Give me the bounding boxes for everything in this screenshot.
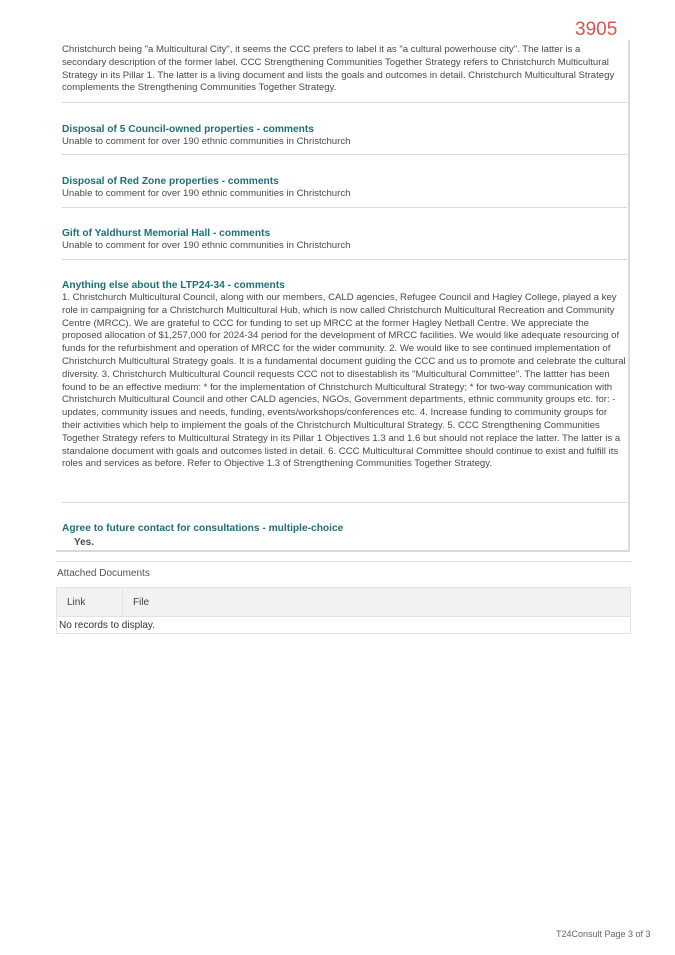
section-title: Anything else about the LTP24-34 - comments	[62, 280, 285, 291]
section-title: Agree to future contact for consultations - multiple-choice	[62, 523, 344, 534]
page-footer: T24Consult Page 3 of 3	[556, 929, 651, 939]
section-red-zone	[62, 175, 627, 201]
section-body: Unable to comment for over 190 ethnic communities in Christchurch	[62, 136, 351, 147]
section-title: Disposal of 5 Council-owned properties - comments	[62, 124, 314, 135]
column-header-file[interactable]: File	[123, 588, 631, 617]
section-body: 1. Christchurch Multicultural Council, along with our members, CALD agencies, Refugee Council and Hagley College, played a key role in campaigning for a Christchurch Multicultural Hub, which is now called Christchurch Multicultural Recreation and Community Centre (MRCC). We are grateful to CCC for funding to set up MRCC at the former Hagley Netball Centre. We appreciate the proposed allocation of $1,257,000 for 2024-34 period for the development of MRCC facilities. We would like adequate resourcing of funds for the refurbishment and operation of MRCC for the wider community. 2. We would like to see continued implementation of Christchurch Multicultural Strategy goals. It is a fundamental document guiding the CCC and us to promote and celebrate the cultural diversity. 3. Christchurch Multicultural Council requests CCC not to disestablish its "Multicultural Committee". The lattter has been found to be an effective medium: * for the implementation of Christchurch Multicultural Strategy; * for two-way communication with Christchurch Multicultural Council and other CALD agencies, NGOs, Government departments, ethnic community groups etc. for: - updates, community issues and needs, funding, events/workshops/conferences etc. 4. Increase funding to community groups for their activities which help to implement the goals of the Christchurch Multicultural Strategy. 5. CCC Strengthening Communities Together Strategy refers to Multicultural Strategy in its Pillar 1 Objectives 1.3 and 1.6 but should not replace the latter. The latter is a standalone document with goals and outcomes listed in detail. 6. CCC Multicultural Committee should continue to exist and fulfill its roles and services as before. Refer to Objective 1.3 of Strengthening Communities Together Strategy.	[62, 292, 626, 470]
section-disposal-properties	[62, 123, 627, 149]
divider	[62, 154, 627, 155]
section-anything-else	[62, 279, 627, 471]
section-future-contact	[62, 522, 627, 549]
attached-documents-table	[56, 587, 631, 634]
divider	[62, 502, 627, 503]
attached-documents-label: Attached Documents	[57, 568, 150, 579]
section-title: Disposal of Red Zone properties - comments	[62, 176, 279, 187]
divider	[62, 207, 627, 208]
divider	[56, 561, 631, 562]
table-row	[57, 617, 631, 634]
selected-choice: Yes.	[74, 537, 95, 548]
section-body: Unable to comment for over 190 ethnic communities in Christchurch	[62, 240, 351, 251]
column-header-link[interactable]: Link	[57, 588, 123, 617]
section-body: Unable to comment for over 190 ethnic communities in Christchurch	[62, 188, 351, 199]
empty-message: No records to display.	[57, 617, 631, 634]
divider	[62, 102, 627, 103]
divider	[62, 259, 627, 260]
lead-paragraph: Christchurch being "a Multicultural City", it seems the CCC prefers to label it as "a cultural powerhouse city". The latter is a secondary description of the former label. CCC Strengthening Communities Together Strategy refers to Christchurch Multicultural Strategy in its Pillar 1. The latter is a living document and lists the goals and outcomes in detail. Christchurch Multicultural Strategy complements the Strengthening Communities Together Strategy.	[62, 44, 615, 94]
section-title: Gift of Yaldhurst Memorial Hall - comments	[62, 228, 271, 239]
page-number: 3905	[575, 19, 618, 40]
section-yaldhurst-hall	[62, 227, 627, 253]
